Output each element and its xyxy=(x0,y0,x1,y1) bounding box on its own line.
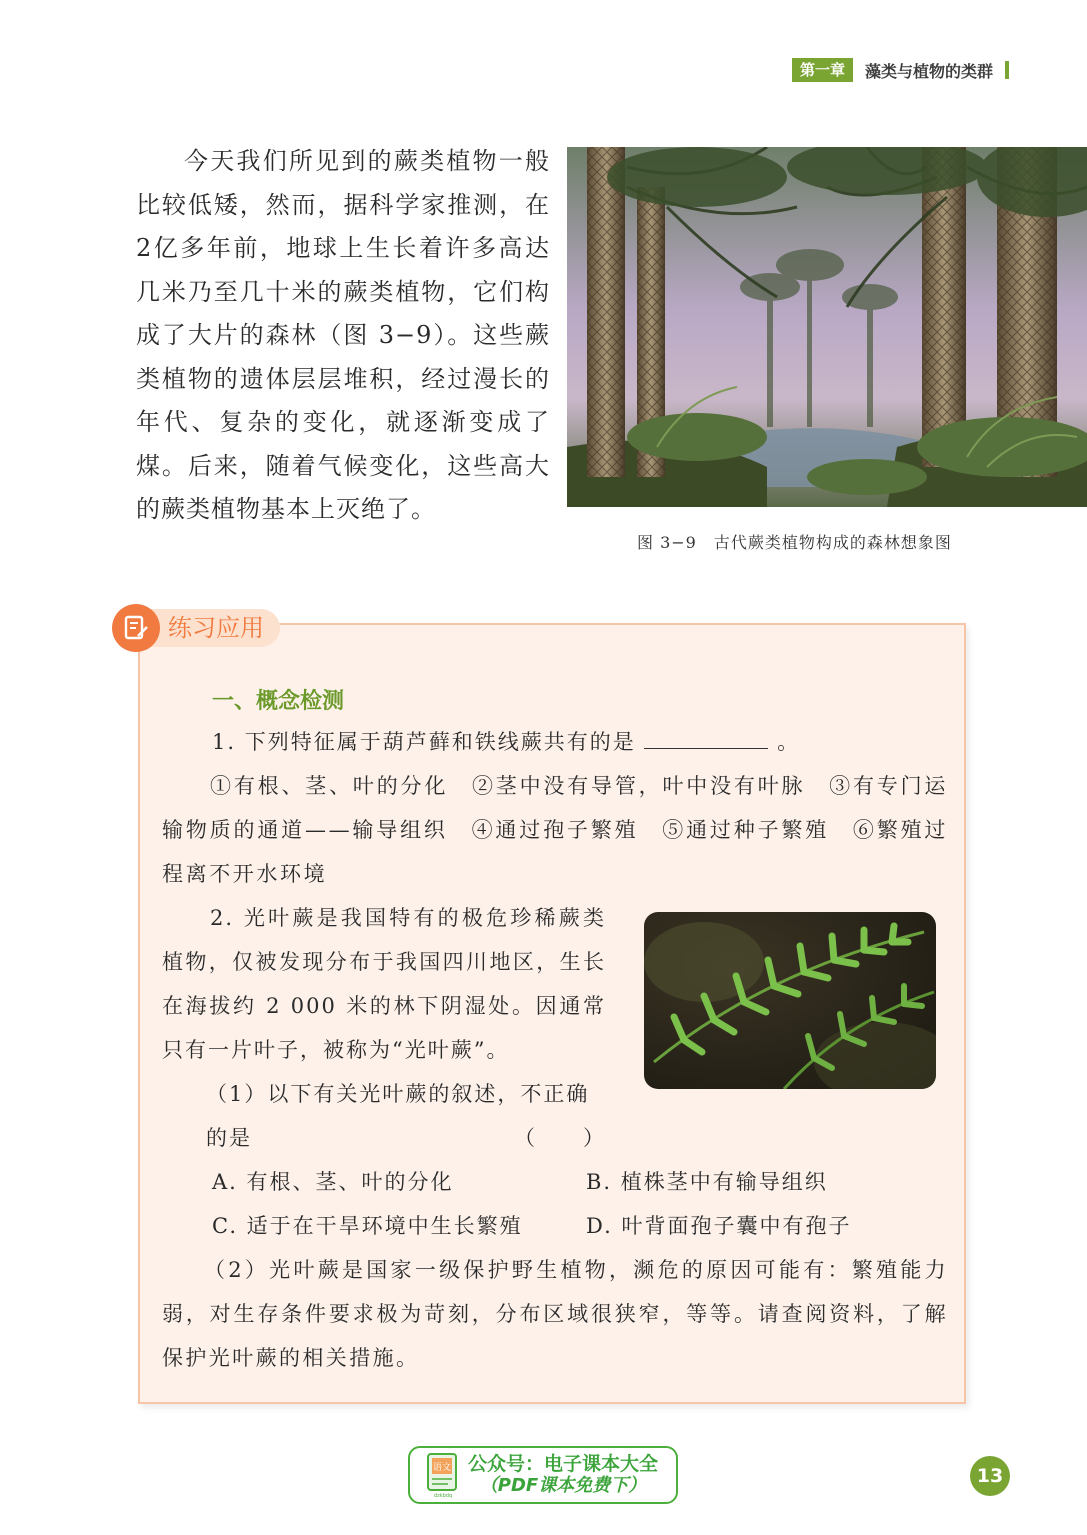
fern-picture xyxy=(644,912,936,1089)
textbook-icon xyxy=(426,1452,460,1498)
question-1 xyxy=(212,720,800,764)
ancient-fern-forest-illustration xyxy=(567,147,1087,507)
header-bar-decoration xyxy=(1005,61,1009,79)
question-1-stem: 1. 下列特征属于葫芦藓和铁线蕨共有的是 xyxy=(212,730,636,754)
answer-blank xyxy=(644,722,768,749)
footer-line-1: 公众号：电子课本大全 xyxy=(468,1453,659,1475)
question-2-1-stem: （1）以下有关光叶蕨的叙述，不正确的是 xyxy=(206,1082,590,1150)
exercise-tab xyxy=(112,606,280,650)
icon-subtext: dzkbdq xyxy=(433,1493,453,1498)
page-number: 13 xyxy=(970,1456,1010,1496)
question-1-end: 。 xyxy=(777,730,801,754)
chapter-badge: 第一章 xyxy=(792,58,853,82)
section-title: 一、概念检测 xyxy=(212,689,345,714)
icon-text: 语文 xyxy=(432,1463,452,1473)
footer-promo-badge xyxy=(408,1446,678,1504)
footer-line-2: （PDF课本免费下） xyxy=(479,1475,647,1496)
forest-picture xyxy=(567,147,1087,507)
figure-caption: 图 3−9 古代蕨类植物构成的森林想象图 xyxy=(637,533,952,552)
answer-parentheses: （ ） xyxy=(514,1126,606,1150)
option-a: A. 有根、茎、叶的分化 xyxy=(212,1170,454,1194)
exercise-tab-label: 练习应用 xyxy=(150,609,280,647)
option-d: D. 叶背面孢子囊中有孢子 xyxy=(586,1214,852,1238)
question-1-options: ①有根、茎、叶的分化 ②茎中没有导管，叶中没有叶脉 ③有专门运输物质的通道——输导组织 ④通过孢子繁殖 ⑤通过种子繁殖 ⑥繁殖过程离不开水环境 xyxy=(162,774,948,886)
option-b: B. 植株茎中有输导组织 xyxy=(586,1170,828,1194)
chapter-header xyxy=(792,58,1009,82)
question-2-2: （2）光叶蕨是国家一级保护野生植物，濒危的原因可能有：繁殖能力弱，对生存条件要求极为苛刻，分布区域很狭窄，等等。请查阅资料，了解保护光叶蕨的相关措施。 xyxy=(162,1258,948,1370)
option-c: C. 适于在干旱环境中生长繁殖 xyxy=(212,1214,523,1238)
intro-paragraph: 今天我们所见到的蕨类植物一般比较低矮，然而，据科学家推测，在2亿多年前，地球上生长着许多高达几米乃至几十米的蕨类植物，它们构成了大片的森林（图 3−9）。这些蕨类植物的遗体层层堆积，经过漫长的年代、复杂的变化，就逐渐变成了煤。后来，随着气候变化，这些高大的蕨类植物基本上灭绝了。 xyxy=(136,147,550,523)
question-2-stem: 2. 光叶蕨是我国特有的极危珍稀蕨类植物，仅被发现分布于我国四川地区，生长在海拔约 2 000 米的林下阴湿处。因通常只有一片叶子，被称为“光叶蕨”。 xyxy=(162,906,606,1062)
fern-leaf-photo xyxy=(644,912,936,1089)
footer-text xyxy=(468,1453,658,1497)
chapter-title: 藻类与植物的类群 xyxy=(864,61,993,81)
notepad-pen-icon xyxy=(112,604,160,652)
